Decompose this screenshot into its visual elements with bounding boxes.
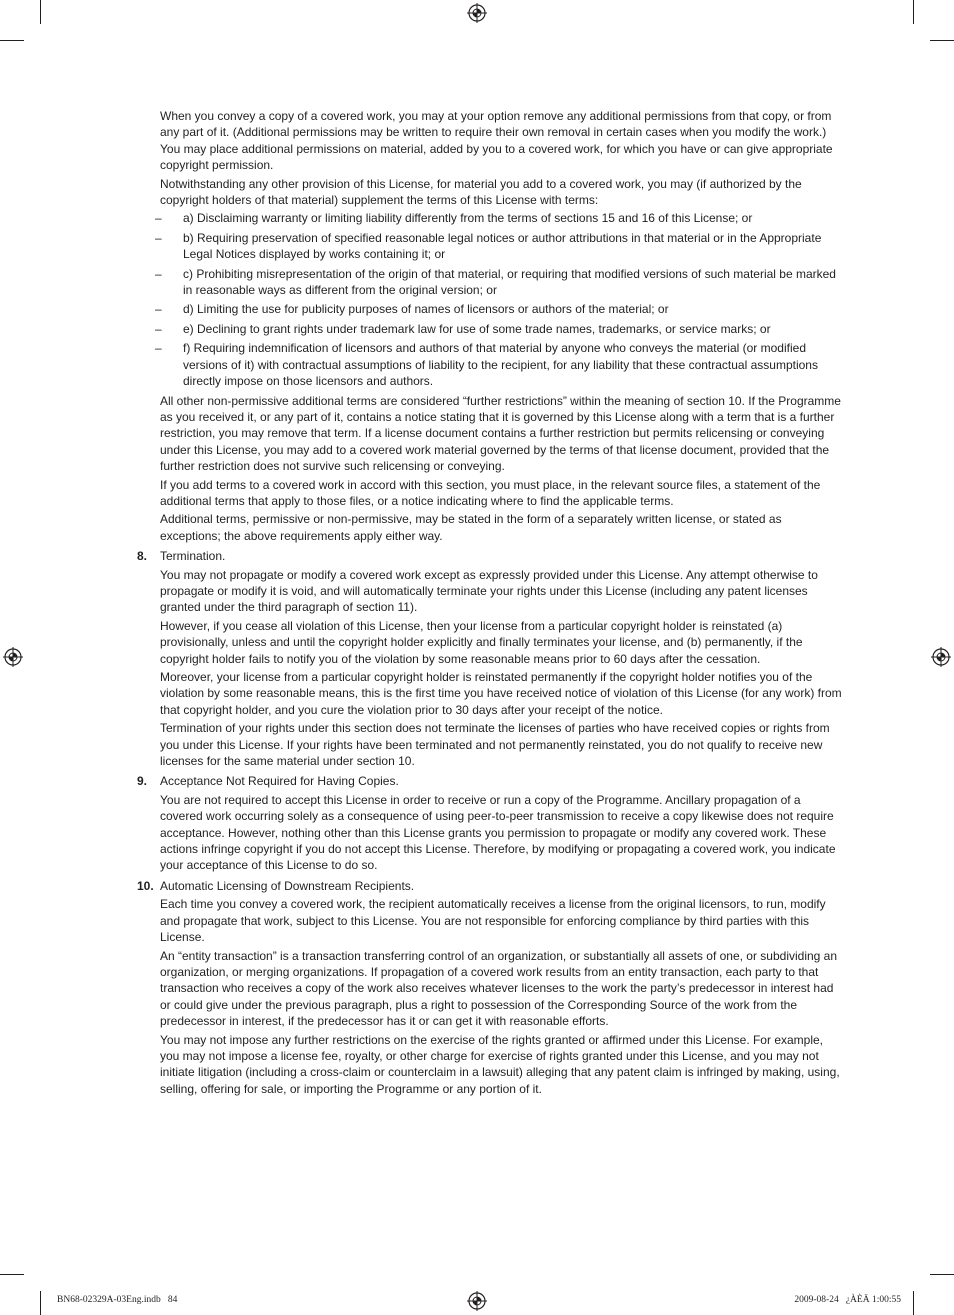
trim-mark-top-left-v <box>40 0 41 24</box>
license-text-body <box>137 108 844 1099</box>
bullet-item: – e) Declining to grant rights under trademark law for use of some trade names, trademarks, or service marks; or <box>155 321 771 336</box>
trim-mark-bottom-left-v <box>40 1291 41 1315</box>
registration-mark-icon-left <box>3 647 23 667</box>
bullet-item: – d) Limiting the use for publicity purposes of names of licensors or authors of the material; or <box>155 302 669 317</box>
bullet-item: – a) Disclaiming warranty or limiting liability differently from the terms of sections 15 and 16 of this License; or <box>155 211 753 226</box>
section-title: Automatic Licensing of Downstream Recipients. <box>160 878 415 893</box>
registration-mark-icon-right <box>931 647 951 667</box>
section-title: Termination. <box>160 549 226 564</box>
section-title: Acceptance Not Required for Having Copies. <box>160 774 399 789</box>
paragraph: Moreover, your license from a particular copyright holder is reinstated permanently if the copyright holder notifies you of the violation by some reasonable means, this is the first time you have received notice of violation of this License (for any work) from that copyright holder, and you cure the violation prior to 30 days after your receipt of the notice. <box>160 670 842 717</box>
section-number: 9. <box>137 774 148 789</box>
registration-mark-icon-bottom <box>467 1291 487 1311</box>
section-number: 8. <box>137 549 148 564</box>
footer-file-slug: BN68-02329A-03Eng.indb 84 <box>57 1295 178 1305</box>
paragraph: Each time you convey a covered work, the recipient automatically receives a license from the original licensors, to run, modify and propagate that work, subject to this License. You are not responsible for enforcing compliance by third parties with this License. <box>160 897 826 945</box>
trim-mark-top-right-v <box>913 0 914 24</box>
bullet-item: – c) Prohibiting misrepresentation of the origin of that material, or requiring that modified versions of such material be marked in reasonable ways as different from the original version; or <box>155 266 836 298</box>
section-8 <box>137 548 844 769</box>
paragraph: You may not impose any further restrictions on the exercise of the rights granted or affirmed under this License. For example, you may not impose a license fee, royalty, or other charge for exercise of rights granted under this License, and you may not initiate litigation (including a cross-claim or counterclaim in a lawsuit) alleging that any patent claim is infringed by making, using, selling, offering for sale, or importing the Programme or any portion of it. <box>160 1032 840 1096</box>
paragraph: You may not propagate or modify a covered work except as expressly provided under this License. Any attempt otherwise to propagate or modify it is void, and will automatically terminate your rights under this License (including any patent licenses granted under the third paragraph of section 11). <box>160 567 818 615</box>
trim-mark-top-right-h <box>930 40 954 41</box>
trim-mark-bottom-right-h <box>930 1274 954 1275</box>
paragraph: An “entity transaction” is a transaction transferring control of an organization, or substantially all assets of one, or subdividing an organization, or merging organizations. If propagation of a covered work results from an entity transaction, each party to that transaction who receives a copy of the work also receives whatever licenses to the work the party’s predecessor in interest had or could give under the previous paragraph, plus a right to possession of the Corresponding Source of the work from the predecessor in interest, if the predecessor has it or can get it with reasonable efforts. <box>160 948 838 1029</box>
paragraph: However, if you cease all violation of this License, then your license from a particular copyright holder is reinstated (a) provisionally, unless and until the copyright holder explicitly and finally terminates your license, and (b) permanently, if the copyright holder fails to notify you of the violation by some reasonable means prior to 60 days after the cessation. <box>160 618 803 666</box>
paragraph: All other non-permissive additional terms are considered “further restrictions” within the meaning of section 10. If the Programme as you received it, or any part of it, contains a notice stating that it is governed by this License along with a term that is a further restriction, you may remove that term. If a license document contains a further restriction but permits relicensing or conveying under this License, you may add to a covered work material governed by the terms of that license document, provided that the further restriction does not survive such relicensing or conveying. <box>160 393 841 474</box>
section-number: 10. <box>137 878 154 893</box>
paragraph: Termination of your rights under this section does not terminate the licenses of parties who have received copies or rights from you under this License. If your rights have been terminated and not permanently reinstated, you do not qualify to receive new licenses for the same material under section 10. <box>160 721 830 769</box>
bullet-item: – f) Requiring indemnification of licensors and authors of that material by anyone who conveys the material (or modified versions of it) with contractual assumptions of liability to the recipient, for any liability that these contractual assumptions directly impose on those licensors and authors. <box>155 341 818 389</box>
section-10 <box>137 878 844 1097</box>
trim-mark-bottom-left-h <box>0 1274 24 1275</box>
footer-timestamp: 2009-08-24 ¿ÀÈÄ 1:00:55 <box>794 1295 901 1305</box>
intro-paragraph-2: Notwithstanding any other provision of this License, for material you add to a covered work, you may (if authorized by the copyright holders of that material) supplement the terms of this License with terms: <box>160 176 802 208</box>
intro-paragraph-1: When you convey a copy of a covered work, you may at your option remove any additional permissions from that copy, or from any part of it. (Additional permissions may be written to require their own removal in certain cases when you modify the work.) You may place additional permissions on material, added by you to a covered work, for which you have or can give appropriate copyright permission. <box>160 109 833 173</box>
trim-mark-bottom-right-v <box>913 1291 914 1315</box>
registration-mark-icon-top <box>467 3 487 23</box>
paragraph: Additional terms, permissive or non-permissive, may be stated in the form of a separately written license, or stated as exceptions; the above requirements apply either way. <box>160 512 782 543</box>
bullet-item: – b) Requiring preservation of specified reasonable legal notices or author attributions in that material or in the Appropriate Legal Notices displayed by works containing it; or <box>155 230 822 262</box>
trim-mark-top-left-h <box>0 40 24 41</box>
section-9 <box>137 773 844 873</box>
paragraph: If you add terms to a covered work in accord with this section, you must place, in the relevant source files, a statement of the additional terms that apply to those files, or a notice indicating where to find the applicable terms. <box>160 477 821 508</box>
paragraph: You are not required to accept this License in order to receive or run a copy of the Programme. Ancillary propagation of a covered work occurring solely as a consequence of using peer-to-peer transmission to receive a copy likewise does not require acceptance. However, nothing other than this License grants you permission to propagate or modify any covered work. These actions infringe copyright if you do not accept this License. Therefore, by modifying or propagating a covered work, you indicate your acceptance of this License to do so. <box>160 792 836 873</box>
